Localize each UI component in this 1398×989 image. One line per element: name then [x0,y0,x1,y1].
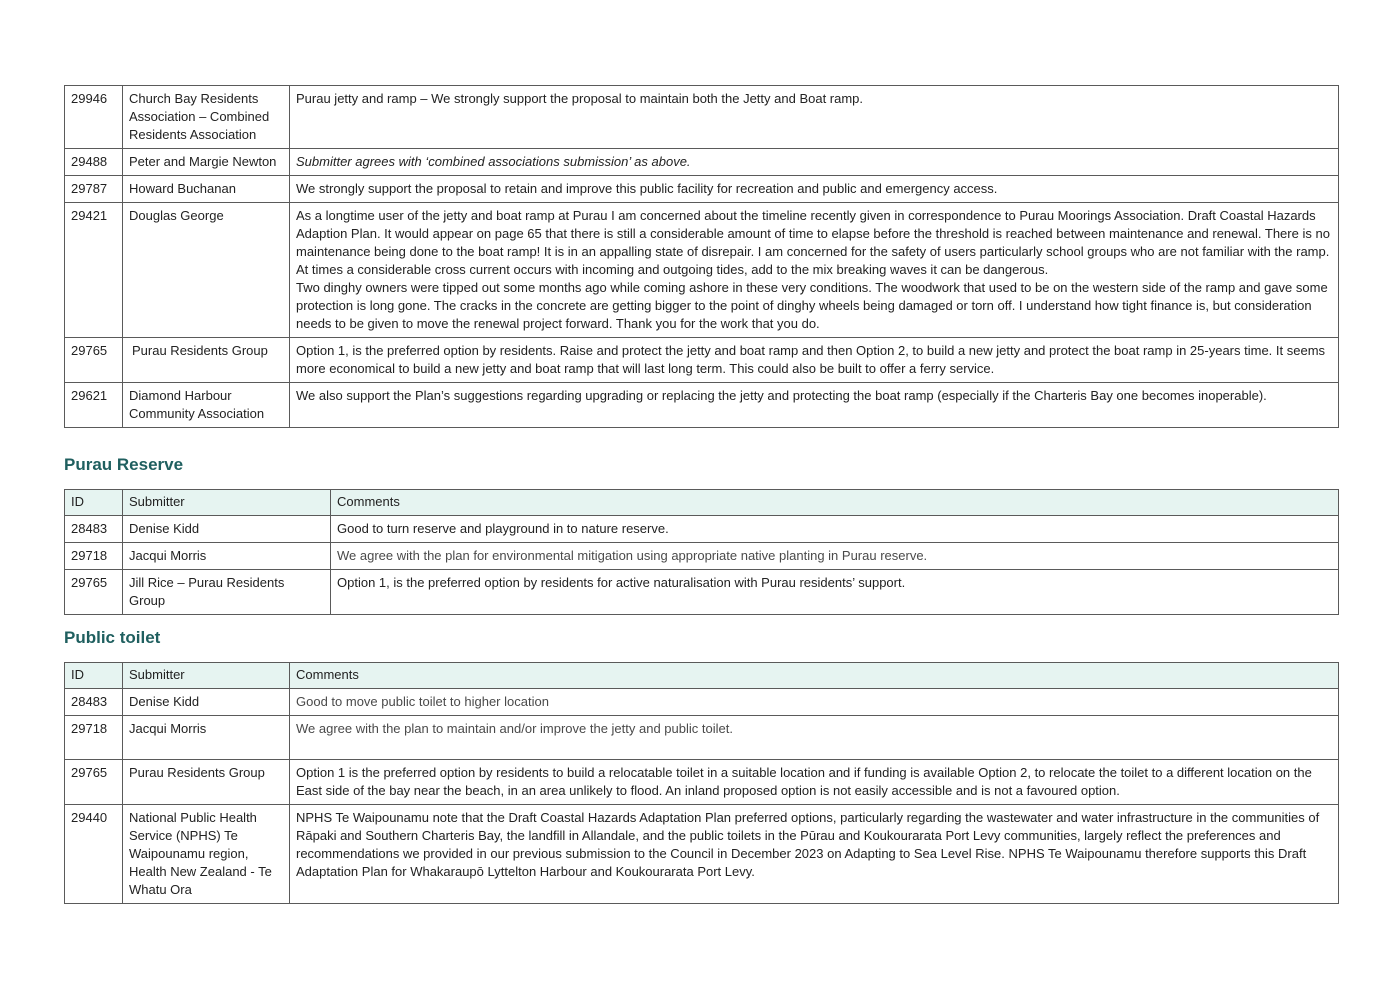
row-comment: Good to turn reserve and playground in to nature reserve. [331,516,1339,543]
row-comment [290,203,1339,338]
row-id: 29946 [65,86,123,149]
row-comment: We agree with the plan to maintain and/or improve the jetty and public toilet. [290,716,1339,760]
jetty-submissions-table [64,85,1339,428]
row-comment: Option 1, is the preferred option by residents for active naturalisation with Purau residents’ support. [331,570,1339,615]
row-submitter: Denise Kidd [123,516,331,543]
row-id: 29621 [65,383,123,428]
table-row [65,176,1339,203]
row-submitter: Jill Rice – Purau Residents Group [123,570,331,615]
row-submitter: Jacqui Morris [123,716,290,760]
table-header-row [65,490,1339,516]
header-submitter: Submitter [123,490,331,516]
comment-paragraph: As a longtime user of the jetty and boat ramp at Purau I am concerned about the timeline recently given in correspondence to Purau Moorings Association. Draft Coastal Hazards Adaption Plan. It would appear on page 65 that there is still a considerable amount of time to elapse before the threshold is reached between maintenance and renewal. There is no maintenance being done to the boat ramp! It is in an appalling state of disrepair. I am concerned for the safety of users particularly school groups who are not familiar with the ramp. At times a considerable cross current occurs with incoming and outgoing tides, add to the mix breaking waves it can be dangerous. [296,208,1330,277]
header-id: ID [65,490,123,516]
table-row [65,383,1339,428]
row-id: 29718 [65,716,123,760]
table-header-row [65,663,1339,689]
table-row [65,716,1339,760]
row-submitter: Peter and Margie Newton [123,149,290,176]
row-id: 29787 [65,176,123,203]
public-toilet-table [64,662,1339,904]
header-comments: Comments [331,490,1339,516]
row-submitter: Purau Residents Group [123,338,290,383]
row-id: 29488 [65,149,123,176]
section-title-purau-reserve: Purau Reserve [64,455,184,474]
row-submitter: Denise Kidd [123,689,290,716]
row-submitter: Diamond Harbour Community Association [123,383,290,428]
row-comment: Purau jetty and ramp – We strongly support the proposal to maintain both the Jetty and Boat ramp. [290,86,1339,149]
row-submitter: Church Bay Residents Association – Combined Residents Association [123,86,290,149]
row-comment: We also support the Plan’s suggestions regarding upgrading or replacing the jetty and protecting the boat ramp (especially if the Charteris Bay one becomes inoperable). [290,383,1339,428]
row-id: 29765 [65,570,123,615]
row-id: 29718 [65,543,123,570]
section-title-public-toilet: Public toilet [64,628,161,647]
row-comment: We agree with the plan for environmental mitigation using appropriate native planting in Purau reserve. [331,543,1339,570]
table-row [65,805,1339,904]
row-id: 29421 [65,203,123,338]
purau-reserve-table [64,489,1339,615]
header-submitter: Submitter [123,663,290,689]
row-comment: Submitter agrees with ‘combined associations submission’ as above. [290,149,1339,176]
row-comment: Good to move public toilet to higher location [290,689,1339,716]
row-id: 28483 [65,516,123,543]
row-submitter: Howard Buchanan [123,176,290,203]
table-row [65,203,1339,338]
row-comment: Option 1 is the preferred option by residents to build a relocatable toilet in a suitable location and if funding is available Option 2, to relocate the toilet to a different location on the East side of the bay near the beach, in an area unlikely to flood. An inland proposed option is not easily accessible and is not a favoured option. [290,760,1339,805]
row-id: 29440 [65,805,123,904]
row-submitter: Purau Residents Group [123,760,290,805]
table-row [65,149,1339,176]
header-comments: Comments [290,663,1339,689]
row-id: 28483 [65,689,123,716]
table-row [65,689,1339,716]
table-row [65,543,1339,570]
header-id: ID [65,663,123,689]
table-row [65,338,1339,383]
table-row [65,570,1339,615]
row-id: 29765 [65,760,123,805]
table-row [65,516,1339,543]
row-id: 29765 [65,338,123,383]
row-comment: We strongly support the proposal to retain and improve this public facility for recreation and public and emergency access. [290,176,1339,203]
row-submitter: Jacqui Morris [123,543,331,570]
comment-paragraph: Two dinghy owners were tipped out some months ago while coming ashore in these very conditions. The woodwork that used to be on the western side of the ramp and gave some protection is long gone. The cracks in the concrete are getting bigger to the point of dinghy wheels being damaged or torn off. I understand how tight finance is, but consideration needs to be given to move the renewal project forward. Thank you for the work that you do. [296,280,1328,331]
row-submitter: Douglas George [123,203,290,338]
row-comment: NPHS Te Waipounamu note that the Draft Coastal Hazards Adaptation Plan preferred options, particularly regarding the wastewater and water infrastructure in the communities of Rāpaki and Southern Charteris Bay, the landfill in Allandale, and the public toilets in the Pūrau and Koukourarata Port Levy communities, largely reflect the preferences and recommendations we provided in our previous submission to the Council in December 2023 on Adapting to Sea Level Rise. NPHS Te Waipounamu therefore supports this Draft Adaptation Plan for Whakaraupō Lyttelton Harbour and Koukourarata Port Levy. [290,805,1339,904]
row-submitter: National Public Health Service (NPHS) Te Waipounamu region, Health New Zealand - Te Whatu Ora [123,805,290,904]
table-row [65,760,1339,805]
table-row [65,86,1339,149]
row-comment: Option 1, is the preferred option by residents. Raise and protect the jetty and boat ramp and then Option 2, to build a new jetty and protect the boat ramp in 25-years time. It seems more economical to build a new jetty and boat ramp that will last long term. This could also be built to offer a ferry service. [290,338,1339,383]
